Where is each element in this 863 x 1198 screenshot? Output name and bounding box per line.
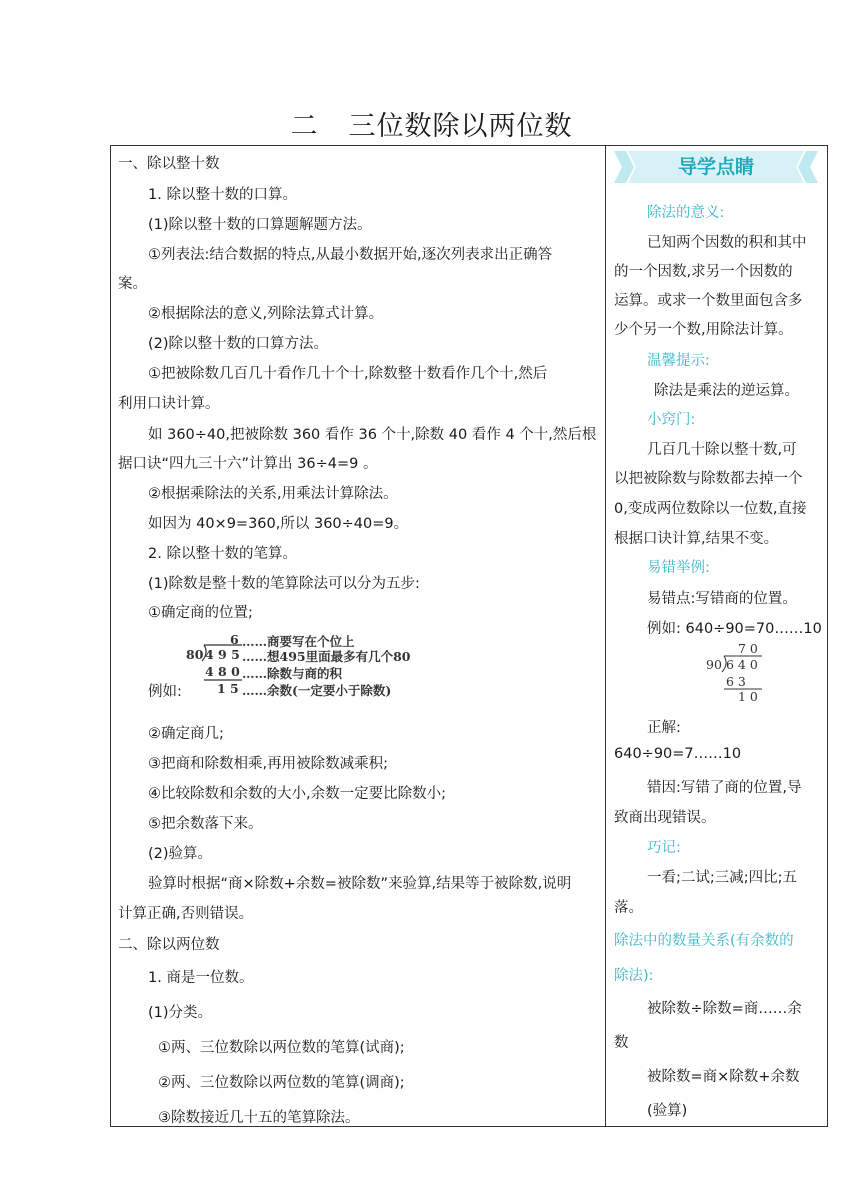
wrong-division-example	[706, 641, 776, 703]
text-line: (1)除以整十数的口算题解题方法。	[148, 217, 372, 233]
note-heading: 巧记:	[647, 840, 681, 856]
note-text: 易错点:写错商的位置。	[647, 591, 797, 607]
note-text: 除法是乘法的逆运算。	[654, 383, 799, 399]
text-line: 据口诀“四九三十六”计算出 36÷4=9 。	[118, 456, 378, 472]
note-heading: 小窍门:	[647, 412, 696, 428]
text-line: ②两、三位数除以两位数的笔算(调商);	[158, 1075, 405, 1091]
division-bracket	[186, 630, 416, 702]
wrong-remainder: 1 0	[738, 689, 758, 704]
text-line: ①把被除数几百几十看作几十个十,除数整十数看作几个十,然后	[148, 366, 548, 382]
note-dividend: ……想495里面最多有几个80	[242, 649, 411, 664]
note-quotient: ……商要写在个位上	[242, 634, 355, 649]
text-line: 计算正确,否则错误。	[118, 906, 254, 922]
remainder: 1 5	[217, 681, 239, 696]
note-text: 被除数=商×除数+余数	[647, 1069, 800, 1085]
text-line: ③除数接近几十五的笔算除法。	[158, 1110, 360, 1126]
note-text: 错因:写错了商的位置,导	[647, 780, 802, 796]
text-line: (1)除数是整十数的笔算除法可以分为五步:	[148, 576, 420, 592]
quotient: 6	[230, 632, 239, 647]
text-line: ①确定商的位置;	[148, 605, 253, 621]
wrong-product: 6 3	[726, 674, 746, 689]
banner-title: 导学点睛	[677, 156, 754, 178]
note-text: 以把被除数与除数都去掉一个	[614, 471, 803, 487]
note-text: 一看;二试;三减;四比;五	[647, 870, 798, 886]
text-line: 验算时根据“商×除数+余数=被除数”来验算,结果等于被除数,说明	[148, 876, 572, 892]
dividend: 4 9 5	[205, 647, 240, 662]
long-division-example	[186, 630, 416, 702]
text-line: ②确定商几;	[148, 726, 224, 742]
section-number: 二	[290, 111, 319, 142]
wrong-dividend: 6 4 0	[726, 657, 758, 672]
sub-heading: 2. 除以整十数的笔算。	[148, 546, 297, 562]
text-line: 案。	[118, 276, 147, 292]
divisor: 80	[186, 647, 204, 662]
note-heading: 易错举例:	[647, 560, 710, 576]
text-line: ③把商和除数相乘,再用被除数减乘积;	[148, 756, 388, 772]
text-line: (1)分类。	[148, 1005, 213, 1021]
note-text: 正解:	[647, 720, 681, 736]
note-text: 数	[614, 1035, 629, 1051]
text-line: (2)验算。	[148, 846, 213, 862]
wrong-divisor: 90	[706, 657, 722, 672]
heading-divide-by-tens: 一、除以整十数	[118, 156, 220, 172]
note-text: 例如: 640÷90=70……10	[647, 621, 822, 637]
note-remainder: ……余数(一定要小于除数)	[242, 683, 392, 698]
text-line: ②根据乘除法的关系,用乘法计算除法。	[148, 486, 398, 502]
note-heading: 除法的意义:	[647, 205, 725, 221]
text-line: ⑤把余数落下来。	[148, 816, 263, 832]
text-line: 如因为 40×9=360,所以 360÷40=9。	[148, 516, 409, 532]
wrong-quotient: 7 0	[738, 641, 758, 656]
section-title: 三位数除以两位数	[348, 111, 573, 142]
note-text: (验算)	[647, 1103, 688, 1119]
text-line: ②根据除法的意义,列除法算式计算。	[148, 306, 384, 322]
note-heading: 除法中的数量关系(有余数的	[614, 933, 794, 949]
note-heading: 除法):	[614, 968, 654, 984]
text-line: ④比较除数和余数的大小,余数一定要比除数小;	[148, 786, 446, 802]
note-text: 被除数÷除数=商……余	[647, 1001, 802, 1017]
text-line: ①列表法:结合数据的特点,从最小数据开始,逐次列表求出正确答	[148, 247, 553, 263]
note-text: 640÷90=7……10	[614, 746, 742, 762]
product: 4 8 0	[205, 664, 240, 679]
sub-heading: 1. 商是一位数。	[148, 970, 254, 986]
note-text: 运算。或求一个数里面包含多	[614, 293, 803, 309]
note-text: 致商出现错误。	[614, 810, 716, 826]
note-text: 已知两个因数的积和其中	[647, 235, 807, 251]
page-title	[0, 104, 863, 143]
text-line: 例如:	[148, 684, 182, 700]
note-text: 0,变成两位数除以一位数,直接	[614, 501, 807, 517]
wrong-division-bracket	[706, 641, 776, 703]
note-text: 几百几十除以整十数,可	[647, 442, 797, 458]
note-text: 少个另一个数,用除法计算。	[614, 322, 793, 338]
text-line: (2)除以整十数的口算方法。	[148, 336, 329, 352]
text-line: 利用口诀计算。	[118, 396, 220, 412]
text-line: 如 360÷40,把被除数 360 看作 36 个十,除数 40 看作 4 个十,然后根	[148, 427, 597, 443]
note-text: 落。	[614, 900, 643, 916]
heading-divide-by-two-digit: 二、除以两位数	[118, 937, 220, 953]
text-line: ①两、三位数除以两位数的笔算(试商);	[158, 1040, 405, 1056]
sub-heading: 1. 除以整十数的口算。	[148, 187, 297, 203]
note-text: 根据口诀计算,结果不变。	[614, 531, 779, 547]
note-heading: 温馨提示:	[647, 353, 710, 369]
note-text: 的一个因数,求另一个因数的	[614, 264, 793, 280]
guide-banner	[614, 149, 818, 185]
note-product: ……除数与商的积	[242, 666, 343, 681]
